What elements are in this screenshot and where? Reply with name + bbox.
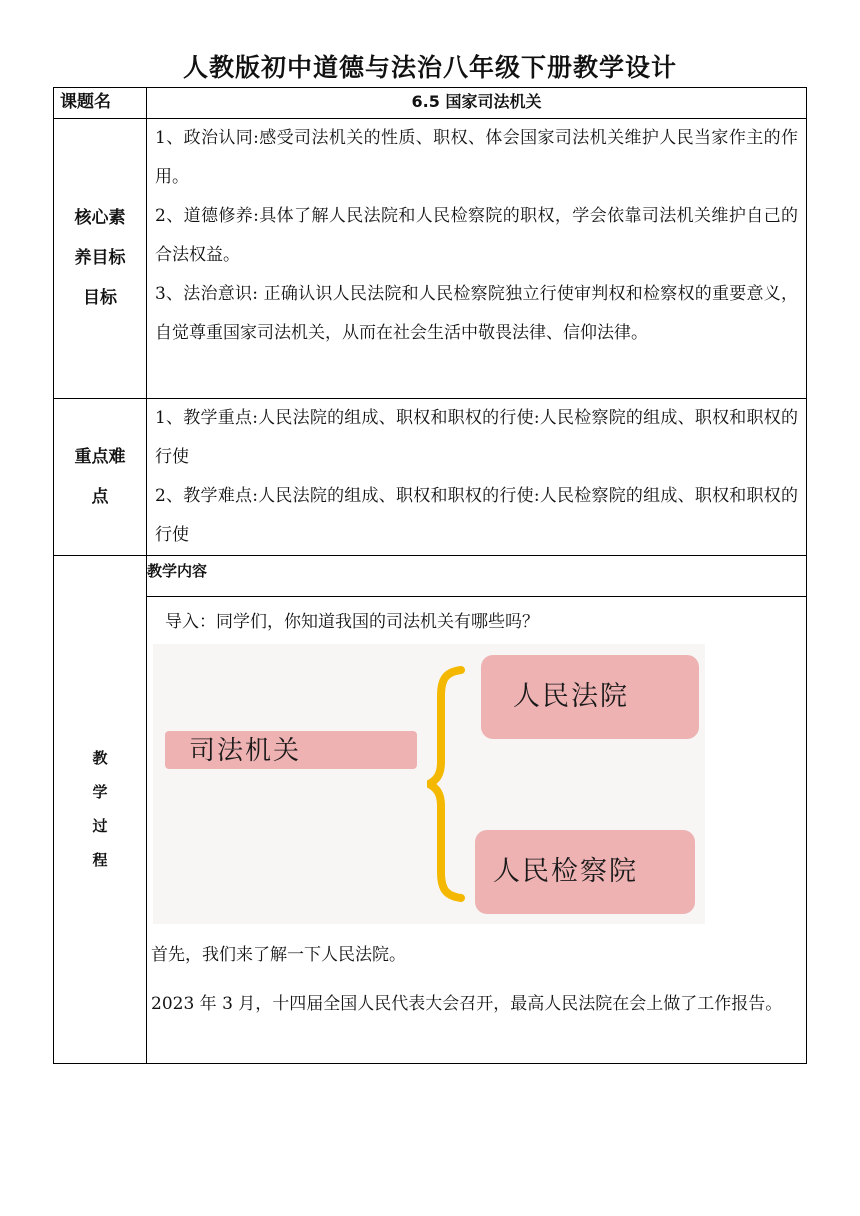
lesson-plan-table: [53, 87, 807, 1064]
content-header-row: [54, 555, 807, 596]
branch-box-procuratorate: 人民检察院: [475, 830, 695, 914]
goals-label-line: 养目标: [74, 248, 126, 269]
focus-content: [147, 398, 807, 555]
paragraph: 2023 年 3 月，十四届全国人民代表大会召开，最高人民法院在会上做了工作报告。: [151, 994, 783, 1015]
focus-item: 2、教学难点:人民法院的组成、职权和职权的行使:人民检察院的组成、职权和职权的行使: [155, 485, 798, 545]
focus-label-line: 重点难: [74, 446, 126, 467]
process-label-char: 学: [92, 783, 108, 802]
topic-row: [54, 88, 807, 119]
topic-value: 6.5 国家司法机关: [147, 88, 807, 119]
goals-label-line: 目标: [83, 288, 117, 309]
content-body-row: [54, 597, 807, 1064]
focus-item: 1、教学重点:人民法院的组成、职权和职权的行使:人民检察院的组成、职权和职权的行使: [155, 407, 798, 467]
topic-label: 课题名: [54, 88, 147, 119]
focus-label: [54, 398, 147, 555]
goals-label: [54, 119, 147, 399]
goal-item: 2、道德修养:具体了解人民法院和人民检察院的职权，学会依靠司法机关维护自己的合法权益。: [155, 206, 798, 266]
content-header: 教学内容: [147, 555, 807, 596]
goals-row: [54, 119, 807, 399]
goal-item: 1、政治认同:感受司法机关的性质、职权、体会国家司法机关维护人民当家作主的作用。: [155, 128, 798, 188]
branch-box-court: 人民法院: [481, 655, 699, 739]
process-label: [54, 555, 147, 1063]
focus-label-line: 点: [91, 486, 109, 507]
judicial-organs-diagram: [153, 644, 705, 924]
goal-item: 3、法治意识: 正确认识人民法院和人民检察院独立行使审判权和检察权的重要意义，自觉尊重国家司法机关，从而在社会生活中敬畏法律、信仰法律。: [155, 284, 798, 344]
process-label-char: 程: [92, 851, 108, 870]
paragraph: 首先，我们来了解一下人民法院。: [151, 945, 406, 966]
process-label-char: 过: [92, 817, 108, 836]
root-box: 司法机关: [165, 731, 417, 769]
intro-question: 导入：同学们，你知道我国的司法机关有哪些吗？: [165, 612, 539, 633]
brace-icon: [427, 666, 467, 902]
goals-content: [147, 119, 807, 399]
document-title: 人教版初中道德与法治八年级下册教学设计: [182, 53, 677, 82]
process-label-char: 教: [92, 749, 108, 768]
focus-row: [54, 398, 807, 555]
content-body: [147, 597, 807, 1064]
goals-label-line: 核心素: [74, 208, 126, 229]
